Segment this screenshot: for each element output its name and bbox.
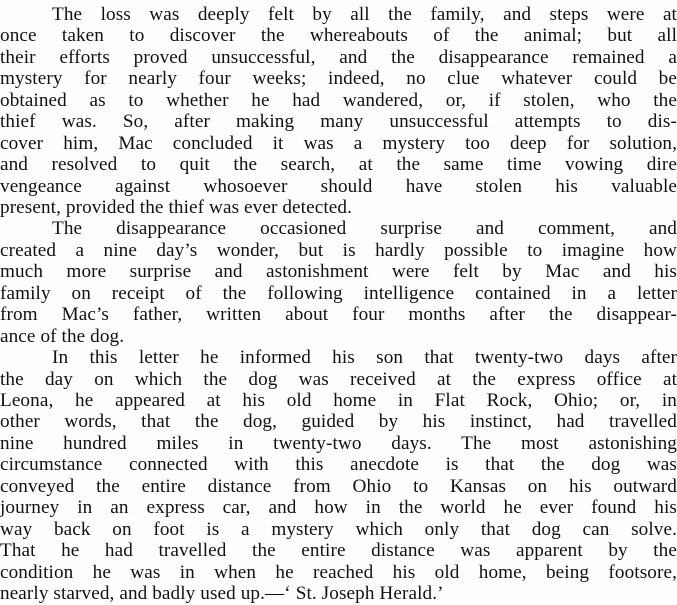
text-line: thief was. So, after making many unsuccessful attempts to dis- xyxy=(0,111,677,133)
text-line: way back on foot is a mystery which only that dog can solve. xyxy=(0,518,677,540)
text-line: cover him, Mac concluded it was a mystery too deep for solution, xyxy=(0,132,677,154)
text-line: In this letter he informed his son that twenty-two days after xyxy=(52,347,677,369)
text-line: The disappearance occasioned surprise and comment, and xyxy=(52,218,677,240)
text-line: other words, that the dog, guided by his instinct, had travelled xyxy=(0,411,677,433)
text-line: created a nine day’s wonder, but is hardly possible to imagine how xyxy=(0,239,677,261)
text-line: journey in an express car, and how in the world he ever found his xyxy=(0,497,677,519)
text-line: conveyed the entire distance from Ohio to Kansas on his outward xyxy=(0,475,677,497)
text-line: nearly starved, and badly used up.—‘ St. Joseph Herald.’ xyxy=(0,583,444,604)
text-line: obtained as to whether he had wandered, or, if stolen, who the xyxy=(0,89,677,111)
text-line: and resolved to quit the search, at the same time vowing dire xyxy=(0,154,677,176)
text-line: family on receipt of the following intelligence contained in a letter xyxy=(0,282,677,304)
text-line: from Mac’s father, written about four months after the disappear- xyxy=(0,304,677,326)
text-line: Leona, he appeared at his old home in Flat Rock, Ohio; or, in xyxy=(0,390,677,411)
text-line: mystery for nearly four weeks; indeed, no clue whatever could be xyxy=(0,68,677,90)
text-line: ance of the dog. xyxy=(0,325,125,347)
text-line: their efforts proved unsuccessful, and the disappearance remained a xyxy=(0,46,677,68)
text-line: nine hundred miles in twenty-two days. The most astonishing xyxy=(0,432,677,454)
text-line: That he had travelled the entire distance was apparent by the xyxy=(0,540,677,562)
text-line: present, provided the thief was ever detected. xyxy=(0,197,352,218)
text-line: vengeance against whosoever should have stolen his valuable xyxy=(0,175,677,197)
text-line: much more surprise and astonishment were felt by Mac and his xyxy=(0,261,677,283)
text-line: condition he was in when he reached his old home, being footsore, xyxy=(0,561,677,583)
text-line: circumstance connected with this anecdote is that the dog was xyxy=(0,454,677,476)
text-line: the day on which the dog was received at the express office at xyxy=(0,368,677,390)
text-line: The loss was deeply felt by all the family, and steps were at xyxy=(52,4,677,25)
text-line: once taken to discover the whereabouts of the animal; but all xyxy=(0,25,677,47)
